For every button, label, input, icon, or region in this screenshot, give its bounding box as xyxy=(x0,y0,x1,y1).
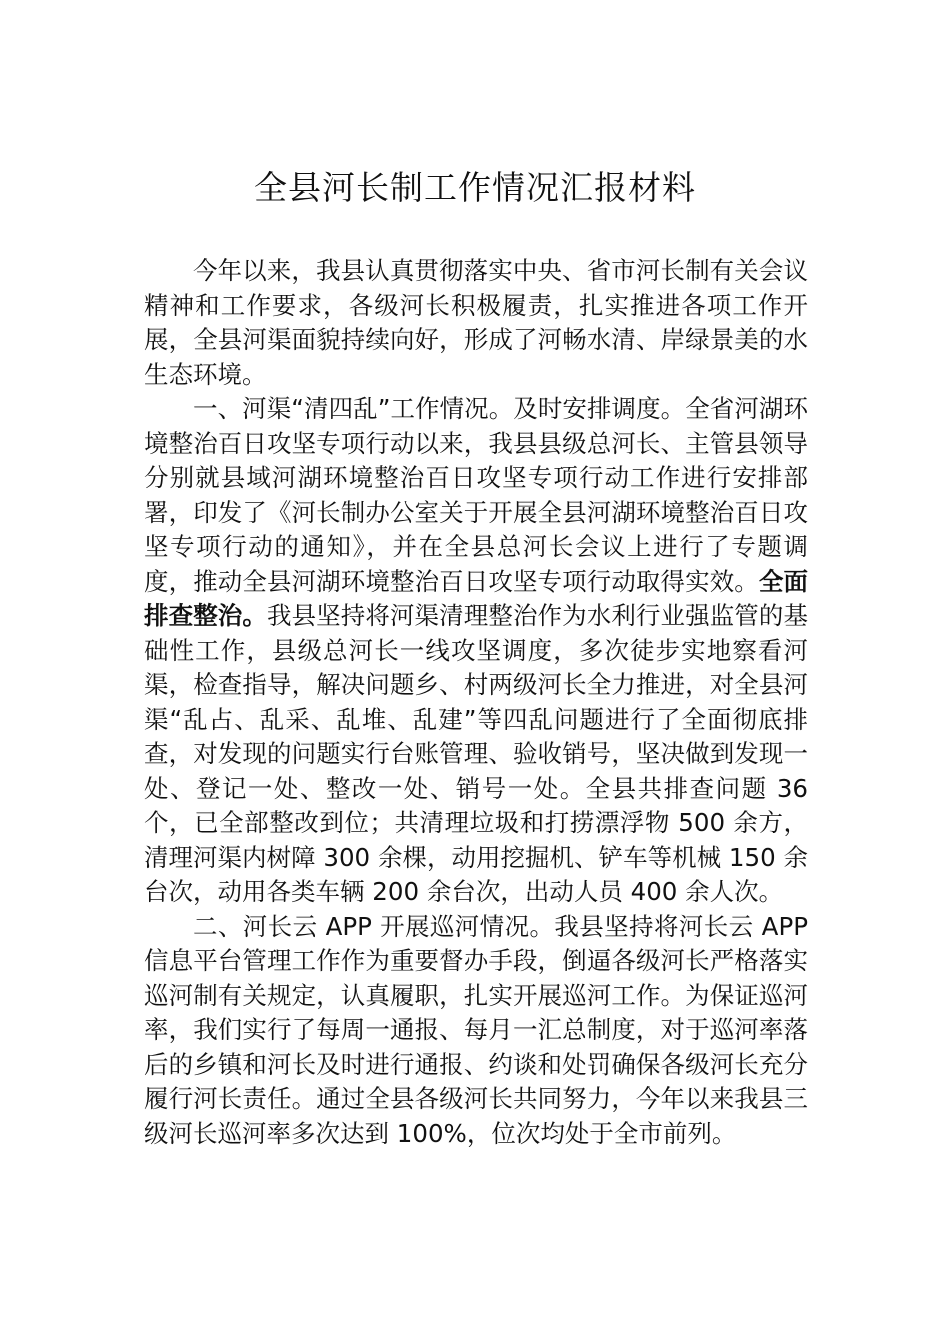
document-title: 全县河长制工作情况汇报材料 xyxy=(254,168,696,207)
paragraph-section-one xyxy=(144,392,808,910)
section-one-bold-heading: 全面排查整治。 xyxy=(144,566,809,630)
section-one-text-continued: 我县坚持将河渠清理整治作为水利行业强监管的基础性工作，县级总河长一线攻坚调度，多次徒步实地察看河渠，检查指导，解决问题乡、村两级河长全力推进，对全县河渠“乱占、乱采、乱堆、乱建”等四乱问题进行了全面彻底排查，对发现的问题实行台账管理、验收销号，坚决做到发现一处、登记一处、整改一处、销号一处。全县共排查问题 36 个，已全部整改到位；共清理垃圾和打捞漂浮物 500 余方，清理河渠内树障 300 余棵，动用挖掘机、铲车等机械 150 余台次，动用各类车辆 200 余台次，出动人员 400 余人次。 xyxy=(144,601,809,906)
section-one-text: 一、河渠“清四乱”工作情况。及时安排调度。全省河湖环境整治百日攻坚专项行动以来，我县县级总河长、主管县领导分别就县域河湖环境整治百日攻坚专项行动工作进行安排部署，印发了《河长制办公室关于开展全县河湖环境整治百日攻坚专项行动的通知》，并在全县总河长会议上进行了专题调度，推动全县河湖环境整治百日攻坚专项行动取得实效。 xyxy=(144,394,808,596)
document-body xyxy=(144,254,808,1151)
paragraph-intro: 今年以来，我县认真贯彻落实中央、省市河长制有关会议精神和工作要求，各级河长积极履责，扎实推进各项工作开展，全县河渠面貌持续向好，形成了河畅水清、岸绿景美的水生态环境。 xyxy=(144,256,808,389)
paragraph-section-two: 二、河长云 APP 开展巡河情况。我县坚持将河长云 APP 信息平台管理工作作为重要督办手段，倒逼各级河长严格落实巡河制有关规定，认真履职，扎实开展巡河工作。为保证巡河率，我们实行了每周一通报、每月一汇总制度，对于巡河率落后的乡镇和河长及时进行通报、约谈和处罚确保各级河长充分履行河长责任。通过全县各级河长共同努力，今年以来我县三级河长巡河率多次达到 100%，位次均处于全市前列。 xyxy=(144,911,808,1148)
